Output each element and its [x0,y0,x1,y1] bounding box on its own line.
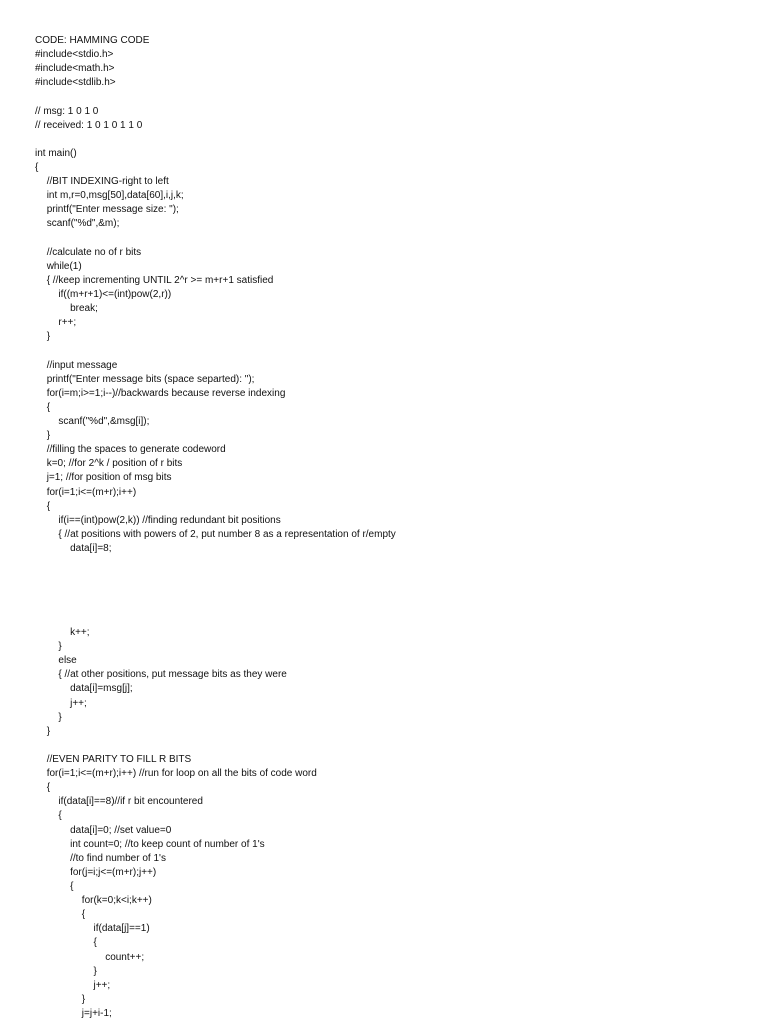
blank-line [35,344,755,358]
code-line: { [35,161,39,173]
code-line: int m,r=0,msg[50],data[60],i,j,k; [46,190,184,202]
code-line: int main() [35,147,77,159]
code-line: break; [70,303,98,315]
code-line: for(k=0;k<i;k++) [81,895,152,907]
code-line: { //at positions with powers of 2, put number 8 as a representation of r/empty [58,528,396,540]
code-line: } [46,331,51,343]
code-line: { //keep incrementing UNTIL 2^r >= m+r+1 satisfied [46,274,274,286]
code-line: { [93,937,97,949]
code-line: if(data[i]==8)//if r bit encountered [58,796,203,808]
code-line: // msg: 1 0 1 0 [35,105,99,117]
code-line: { [46,401,51,413]
code-line: } [46,430,51,442]
code-line: j=j+i-1; [81,1008,112,1019]
code-line: if((m+r+1)<=(int)pow(2,r)) [58,288,172,300]
code-line: } [93,965,97,977]
code-line: { [58,810,62,822]
blank-line [35,133,755,147]
code-line: data[i]=8; [70,542,112,554]
code-line: printf("Enter message bits (space separted): "); [46,373,255,385]
code-line: //BIT INDEXING-right to left [46,176,169,188]
blank-line [35,90,755,104]
code-line: #include<stdio.h> [35,49,114,61]
code-line: for(i=m;i>=1;i--)//backwards because reverse indexing [46,387,286,399]
code-line: #include<stdlib.h> [35,77,116,89]
code-line: //to find number of 1's [70,852,166,864]
code-line: } [81,993,86,1005]
code-line: //filling the spaces to generate codeword [46,444,226,456]
code-line: while(1) [46,260,82,272]
code-line: { //at other positions, put message bits as they were [58,669,287,681]
code-line: j++; [93,979,111,991]
code-line: } [58,641,62,653]
code-line: CODE: HAMMING CODE [35,35,150,46]
code-line: } [46,725,51,737]
code-line: for(j=i;j<=(m+r);j++) [70,866,157,878]
blank-line [35,739,755,753]
code-line: { [81,909,86,921]
code-line: for(i=1;i<=(m+r);i++) //run for loop on all the bits of code word [46,768,317,780]
code-line: //input message [46,359,118,371]
code-line: k=0; //for 2^k / position of r bits [46,458,183,470]
code-line: data[i]=0; //set value=0 [70,824,172,836]
code-line: for(i=1;i<=(m+r);i++) [46,486,137,498]
code-line: { [46,500,51,512]
code-line: scanf("%d",&m); [46,218,120,230]
blank-gap [35,556,755,626]
code-line: //calculate no of r bits [46,246,142,258]
code-line: { [70,881,74,893]
code-line: if(data[j]==1) [93,923,150,935]
code-line: count++; [105,951,145,963]
code-line: j=1; //for position of msg bits [46,472,172,484]
code-line: k++; [70,627,90,639]
code-line: scanf("%d",&msg[i]); [58,415,150,427]
code-line: if(i==(int)pow(2,k)) //finding redundant bit positions [58,514,281,526]
code-line: int count=0; //to keep count of number of 1's [70,838,265,850]
code-line: //EVEN PARITY TO FILL R BITS [46,754,192,766]
code-line: // received: 1 0 1 0 1 1 0 [35,119,143,131]
code-line: } [58,711,62,723]
code-line: data[i]=msg[j]; [70,683,133,695]
blank-line [35,232,755,246]
code-line: j++; [70,697,87,709]
code-line: { [46,782,51,794]
code-line: printf("Enter message size: "); [46,204,179,216]
code-line: else [58,655,77,667]
code-line: #include<math.h> [35,63,115,75]
code-document [35,34,755,1021]
code-line: r++; [58,317,77,329]
